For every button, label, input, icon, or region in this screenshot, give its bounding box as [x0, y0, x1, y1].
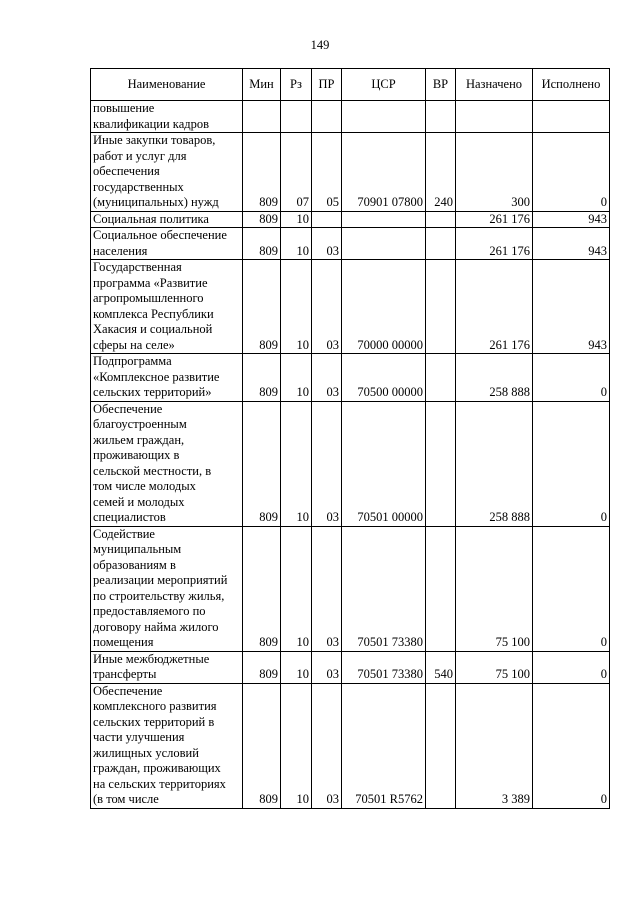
cell-vr	[426, 526, 456, 651]
header-name: Наименование	[91, 69, 243, 101]
cell-csr	[342, 211, 426, 228]
table-row	[91, 260, 610, 354]
cell-name: Государственная программа «Развитие агропромышленного комплекса Республики Хакасия и социальной сферы на селе»	[91, 260, 243, 354]
page-number: 149	[310, 38, 330, 52]
cell-min: 809	[243, 211, 281, 228]
cell-vr	[426, 401, 456, 526]
cell-rz: 10	[281, 401, 312, 526]
cell-name: Социальная политика	[91, 211, 243, 228]
table-row	[91, 651, 610, 683]
cell-name: Подпрограмма «Комплексное развитие сельских территорий»	[91, 354, 243, 402]
cell-min: 809	[243, 683, 281, 808]
header-naznacheno: Назначено	[456, 69, 533, 101]
cell-min: 809	[243, 354, 281, 402]
cell-rz: 10	[281, 354, 312, 402]
cell-rz: 10	[281, 651, 312, 683]
cell-rz: 10	[281, 211, 312, 228]
cell-ispolneno: 0	[533, 683, 610, 808]
cell-csr: 70501 R5762	[342, 683, 426, 808]
cell-naznacheno	[456, 101, 533, 133]
cell-name: Обеспечение комплексного развития сельских территорий в части улучшения жилищных условий граждан, проживающих на сельских территориях (в том числе	[91, 683, 243, 808]
cell-naznacheno: 261 176	[456, 228, 533, 260]
cell-naznacheno: 261 176	[456, 260, 533, 354]
cell-vr	[426, 354, 456, 402]
header-pr: ПР	[312, 69, 342, 101]
cell-pr	[312, 211, 342, 228]
cell-rz: 10	[281, 526, 312, 651]
cell-ispolneno: 0	[533, 133, 610, 212]
cell-csr	[342, 101, 426, 133]
cell-csr	[342, 228, 426, 260]
cell-min: 809	[243, 651, 281, 683]
table-row	[91, 683, 610, 808]
table-body	[91, 101, 610, 809]
cell-ispolneno: 0	[533, 526, 610, 651]
cell-vr	[426, 228, 456, 260]
cell-vr	[426, 211, 456, 228]
cell-pr: 03	[312, 354, 342, 402]
cell-csr: 70501 73380	[342, 651, 426, 683]
cell-ispolneno: 0	[533, 354, 610, 402]
cell-pr: 03	[312, 651, 342, 683]
cell-naznacheno: 258 888	[456, 401, 533, 526]
cell-ispolneno: 0	[533, 651, 610, 683]
cell-vr: 540	[426, 651, 456, 683]
cell-ispolneno: 943	[533, 228, 610, 260]
table-header-row	[91, 69, 610, 101]
cell-name: Социальное обеспечение населения	[91, 228, 243, 260]
cell-ispolneno: 943	[533, 260, 610, 354]
cell-rz: 07	[281, 133, 312, 212]
cell-naznacheno: 258 888	[456, 354, 533, 402]
cell-name: Иные закупки товаров, работ и услуг для обеспечения государственных (муниципальных) нужд	[91, 133, 243, 212]
cell-pr: 03	[312, 260, 342, 354]
cell-vr	[426, 260, 456, 354]
cell-ispolneno: 0	[533, 401, 610, 526]
cell-pr: 03	[312, 401, 342, 526]
cell-ispolneno	[533, 101, 610, 133]
cell-vr: 240	[426, 133, 456, 212]
table-row	[91, 133, 610, 212]
header-csr: ЦСР	[342, 69, 426, 101]
cell-min: 809	[243, 526, 281, 651]
cell-pr: 03	[312, 683, 342, 808]
cell-rz	[281, 101, 312, 133]
cell-ispolneno: 943	[533, 211, 610, 228]
table-row	[91, 354, 610, 402]
table-row	[91, 228, 610, 260]
header-vr: ВР	[426, 69, 456, 101]
cell-rz: 10	[281, 683, 312, 808]
cell-csr: 70501 73380	[342, 526, 426, 651]
cell-naznacheno: 300	[456, 133, 533, 212]
cell-name: повышение квалификации кадров	[91, 101, 243, 133]
cell-name: Обеспечение благоустроенным жильем граждан, проживающих в сельской местности, в том числе молодых семей и молодых специалистов	[91, 401, 243, 526]
cell-naznacheno: 75 100	[456, 651, 533, 683]
cell-naznacheno: 261 176	[456, 211, 533, 228]
cell-csr: 70000 00000	[342, 260, 426, 354]
cell-name: Содействие муниципальным образованиям в реализации мероприятий по строительству жилья, предоставляемого по договору найма жилого помещения	[91, 526, 243, 651]
cell-min	[243, 101, 281, 133]
cell-vr	[426, 683, 456, 808]
cell-rz: 10	[281, 260, 312, 354]
cell-naznacheno: 75 100	[456, 526, 533, 651]
cell-rz: 10	[281, 228, 312, 260]
cell-csr: 70501 00000	[342, 401, 426, 526]
table-row	[91, 526, 610, 651]
cell-csr: 70500 00000	[342, 354, 426, 402]
cell-name: Иные межбюджетные трансферты	[91, 651, 243, 683]
cell-pr	[312, 101, 342, 133]
header-min: Мин	[243, 69, 281, 101]
cell-pr: 03	[312, 228, 342, 260]
budget-table	[90, 68, 610, 809]
cell-pr: 05	[312, 133, 342, 212]
cell-naznacheno: 3 389	[456, 683, 533, 808]
table-row	[91, 101, 610, 133]
header-ispolneno: Исполнено	[533, 69, 610, 101]
cell-csr: 70901 07800	[342, 133, 426, 212]
cell-min: 809	[243, 260, 281, 354]
cell-min: 809	[243, 228, 281, 260]
cell-min: 809	[243, 133, 281, 212]
table-row	[91, 401, 610, 526]
header-rz: Рз	[281, 69, 312, 101]
cell-min: 809	[243, 401, 281, 526]
cell-vr	[426, 101, 456, 133]
cell-pr: 03	[312, 526, 342, 651]
table-row	[91, 211, 610, 228]
